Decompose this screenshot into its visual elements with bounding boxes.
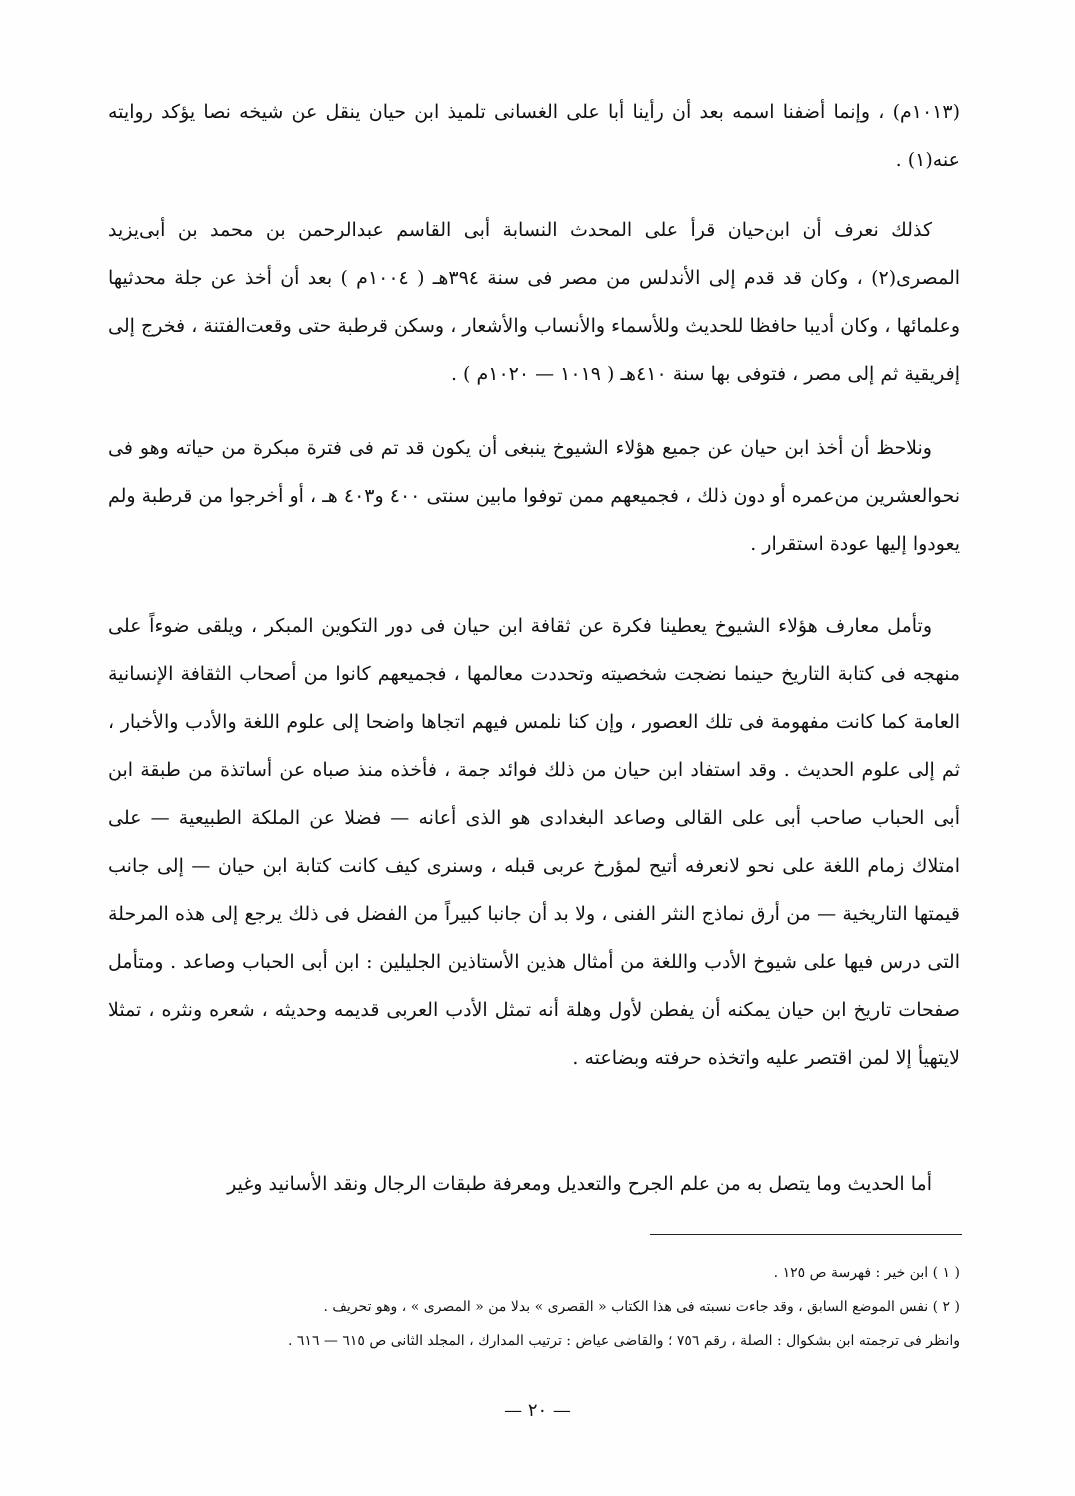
footnote-2-continued: وانظر فى ترجمته ابن بشكوال : الصلة ، رقم ٧٥٦ ؛ والقاضى عياض : ترتيب المدارك ، المجلد الثانى ص ٦١٥ — ٦١٦ . <box>288 1333 960 1349</box>
footnotes <box>108 1256 960 1358</box>
footnote-separator <box>650 1234 962 1235</box>
paragraph-4: وتأمل معارف هؤلاء الشيوخ يعطينا فكرة عن ثقافة ابن حيان فى دور التكوين المبكر ، ويلقى ضوءاً على منهجه فى كتابة التاريخ حينما نضجت شخصيته وتحددت معالمها ، فجميعهم كانوا من أصحاب الثقافة الإنسانية العامة كما كانت مفهومة فى تلك العصور ، وإن كنا نلمس فيهم اتجاها واضحا إلى علوم اللغة والأدب والأخبار ، ثم إلى علوم الحديث . وقد استفاد ابن حيان من ذلك فوائد جمة ، فأخذه منذ صباه عن أساتذة من طبقة ابن أبى الحباب صاحب أبى على القالى وصاعد البغدادى هو الذى أعانه — فضلا عن الملكة الطبيعية — على امتلاك زمام اللغة على نحو لانعرفه أتيح لمؤرخ عربى قبله ، وسنرى كيف كانت كتابة ابن حيان — إلى جانب قيمتها التاريخية — من أرق نماذج النثر الفنى ، ولا بد أن جانبا كبيراً من الفضل فى ذلك يرجع إلى هذه المرحلة التى درس فيها على شيوخ الأدب واللغة من أمثال هذين الأستاذين الجليلين : ابن أبى الحباب وصاعد . ومتأمل صفحات تاريخ ابن حيان يمكنه أن يفطن لأول وهلة أنه تمثل الأدب العربى قديمه وحديثه ، شعره ونثره ، تمثلا لايتهيأ إلا لمن اقتصر عليه واتخذه حرفته وبضاعته . <box>108 615 960 1069</box>
page-number: — ٢٠ — <box>504 1400 571 1421</box>
footnote-2: ( ٢ ) نفس الموضع السابق ، وقد جاءت نسبته فى هذا الكتاب « القصرى » بدلا من « المصرى » ، وهو تحريف . <box>323 1299 960 1315</box>
paragraph-2: كذلك نعرف أن ابن‌حيان قرأ على المحدث النسابة أبى القاسم عبدالرحمن بن محمد بن أبى‌يزيد المصرى(٢) ، وكان قد قدم إلى الأندلس من مصر فى سنة ٣٩٤هـ ( ١٠٠٤م ) بعد أن أخذ عن جلة محدثيها وعلمائها ، وكان أديبا حافظا للحديث وللأسماء والأنساب والأشعار ، وسكن قرطبة حتى وقعت‌الفتنة ، فخرج إلى إفريقية ثم إلى مصر ، فتوفى بها سنة ٤١٠هـ ( ١٠١٩ — ١٠٢٠م ) . <box>108 219 961 385</box>
paragraph-1: (١٠١٣م) ، وإنما أضفنا اسمه بعد أن رأينا أبا على الغسانى تلميذ ابن حيان ينقل عن شيخه نصا يؤكد روايته عنه(١) . <box>108 101 960 171</box>
footnote-1: ( ١ ) ابن خير : فهرسة ص ١٢٥ . <box>773 1265 960 1281</box>
paragraph-5: أما الحديث وما يتصل به من علم الجرح والتعديل ومعرفة طبقات الرجال ونقد الأسانيد وغير <box>227 1173 932 1195</box>
paragraph-3: ونلاحظ أن أخذ ابن حيان عن جميع هؤلاء الشيوخ ينبغى أن يكون قد تم فى فترة مبكرة من حياته وهو فى نحوالعشرين من‌عمره أو دون ذلك ، فجميعهم ممن توفوا مابين سنتى ٤٠٠ و٤٠٣ هـ ، أو أخرجوا من قرطبة ولم يعودوا إليها عودة استقرار . <box>108 437 960 555</box>
